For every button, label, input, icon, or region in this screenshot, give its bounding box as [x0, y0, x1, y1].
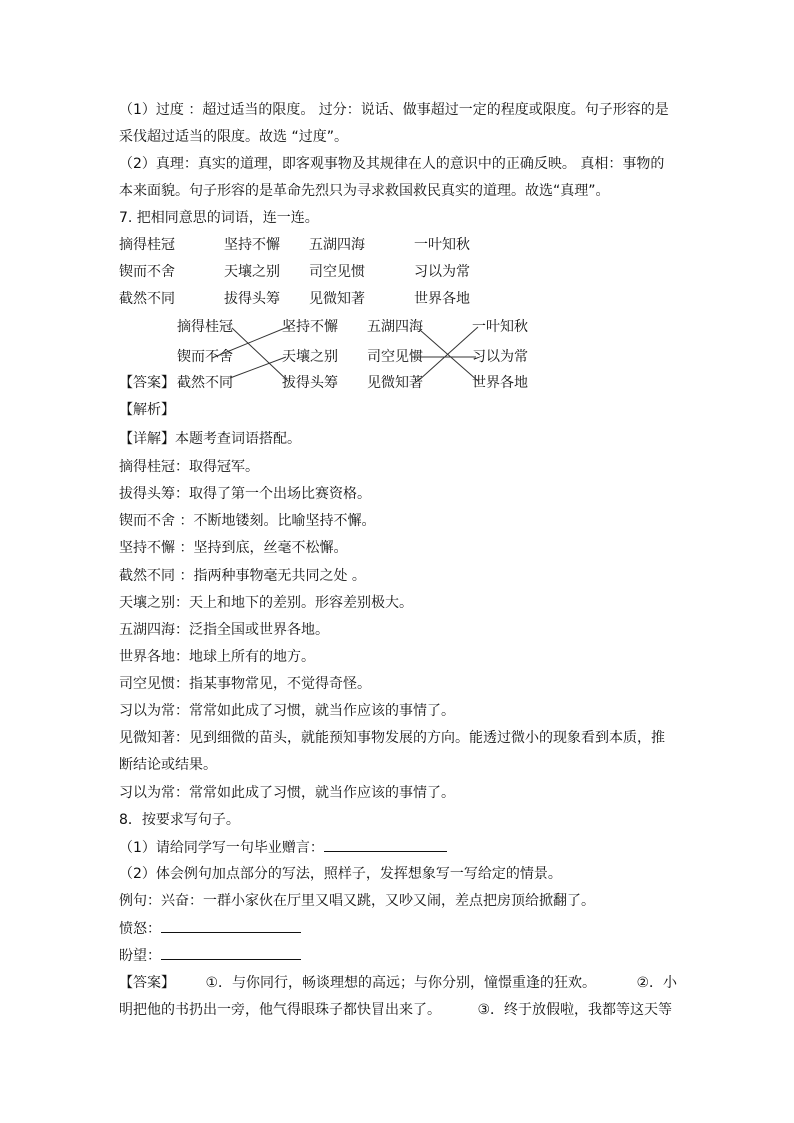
- grid-word: 锲而不舍: [119, 264, 175, 280]
- grid-word: 五湖四海: [309, 237, 365, 253]
- definition-line: 天壤之别：天上和地下的差别。形容差别极大。: [119, 595, 413, 611]
- hope-label: 盼望：: [119, 948, 161, 964]
- text-line-4: 本来面貌。句子形容的是革命先烈只为寻求救国救民真实的道理。故选“真理”。: [119, 183, 610, 199]
- answer-blank[interactable]: [324, 837, 447, 852]
- definition-line: 摘得桂冠：取得冠军。: [119, 459, 259, 475]
- match-line: [232, 328, 288, 381]
- definition-line: 司空见惯：指某事物常见，不觉得奇怪。: [119, 676, 371, 692]
- diagram-word: 截然不同: [177, 375, 233, 391]
- grid-word: 坚持不懈: [224, 237, 280, 253]
- answer-8-part-c: 明把他的书扔出一旁，他气得眼珠子都快冒出来了。: [119, 1002, 441, 1018]
- anger-label: 愤怒：: [119, 921, 161, 937]
- definition-line: 坚持不懈 ：坚持到底，丝毫不松懈。: [119, 540, 348, 556]
- match-line: [418, 327, 478, 381]
- diagram-word: 司空见惯: [367, 349, 423, 365]
- grid-word: 一叶知秋: [414, 237, 470, 253]
- answer-8-part-d: ③．终于放假啦，我都等这天等: [477, 1002, 673, 1018]
- diagram-word: 一叶知秋: [472, 319, 528, 335]
- answer-8-part-a: ①．与你同行，畅谈理想的高远；与你分别，憧憬重逢的狂欢。: [205, 975, 597, 991]
- definition-line: 习以为常：常常如此成了习惯，就当作应该的事情了。: [119, 703, 455, 719]
- diagram-word: 习以为常: [472, 349, 528, 365]
- definition-line: 世界各地：地球上所有的地方。: [119, 649, 315, 665]
- definition-line: 锲而不舍 ：不断地镂刻。比喻坚持不懈。: [119, 513, 376, 529]
- answer-8-label: 【答案】: [119, 975, 175, 991]
- answer-8-line-2: [119, 1000, 672, 1020]
- hope-line: [119, 945, 301, 966]
- question-8-part-1: [119, 837, 447, 858]
- diagram-word: 见微知著: [367, 375, 423, 391]
- diagram-word: 锲而不舍: [177, 349, 233, 365]
- definition-line: 五湖四海：泛指全国或世界各地。: [119, 622, 329, 638]
- grid-word: 司空见惯: [309, 264, 365, 280]
- answer-label: 【答案】: [119, 375, 175, 391]
- diagram-word: 天壤之别: [282, 349, 338, 365]
- diagram-word: 五湖四海: [367, 319, 423, 335]
- diagram-word: 摘得桂冠: [177, 319, 233, 335]
- answer-blank[interactable]: [161, 945, 301, 960]
- question-8-title: 8．按要求写句子。: [119, 812, 240, 828]
- grid-word: 拔得头筹: [224, 291, 280, 307]
- text-line-3: （2）真理：真实的道理，即客观事物及其规律在人的意识中的正确反映。 真相：事物的: [119, 156, 665, 172]
- diagram-word: 世界各地: [472, 375, 528, 391]
- definition-line: 习以为常：常常如此成了习惯，就当作应该的事情了。: [119, 785, 455, 801]
- answer-blank[interactable]: [161, 918, 301, 933]
- definition-line: 断结论或结果。: [119, 757, 217, 773]
- text-line-2: 采伐超过适当的限度。故选 “过度”。: [119, 129, 348, 145]
- grid-word: 见微知著: [309, 291, 365, 307]
- analysis-label: 【解析】: [119, 402, 175, 418]
- anger-line: [119, 918, 301, 939]
- example-sentence: 例句：兴奋：一群小家伙在厅里又唱又跳，又吵又闹，差点把房顶给掀翻了。: [119, 893, 595, 909]
- answer-8-line-1: [119, 973, 677, 993]
- question-8-part-1-text: （1）请给同学写一句毕业赠言：: [119, 840, 324, 856]
- match-line: [230, 357, 286, 378]
- grid-word: 世界各地: [414, 291, 470, 307]
- grid-word: 摘得桂冠: [119, 237, 175, 253]
- answer-8-part-b: ②．小: [636, 975, 678, 991]
- definition-line: 拔得头筹：取得了第一个出场比赛资格。: [119, 486, 371, 502]
- grid-word: 天壤之别: [224, 264, 280, 280]
- text-line-1: （1）过度 ：超过适当的限度。 过分：说话、做事超过一定的程度或限度。句子形容的是: [119, 102, 669, 118]
- diagram-word: 坚持不懈: [282, 319, 338, 335]
- definition-line: 截然不同 ：指两种事物毫无共同之处 。: [119, 568, 366, 584]
- question-8-part-2: （2）体会例句加点部分的写法，照样子，发挥想象写一写给定的情景。: [119, 866, 562, 882]
- match-line: [420, 330, 478, 381]
- definition-line: 见微知著：见到细微的苗头，就能预知事物发展的方向。能透过微小的现象看到本质，推: [119, 730, 665, 746]
- diagram-word: 拔得头筹: [282, 375, 338, 391]
- question-7-title: 7. 把相同意思的词语，连一连。: [119, 210, 319, 226]
- grid-word: 习以为常: [414, 264, 470, 280]
- grid-word: 截然不同: [119, 291, 175, 307]
- detail-line: 【详解】本题考查词语搭配。: [119, 431, 301, 447]
